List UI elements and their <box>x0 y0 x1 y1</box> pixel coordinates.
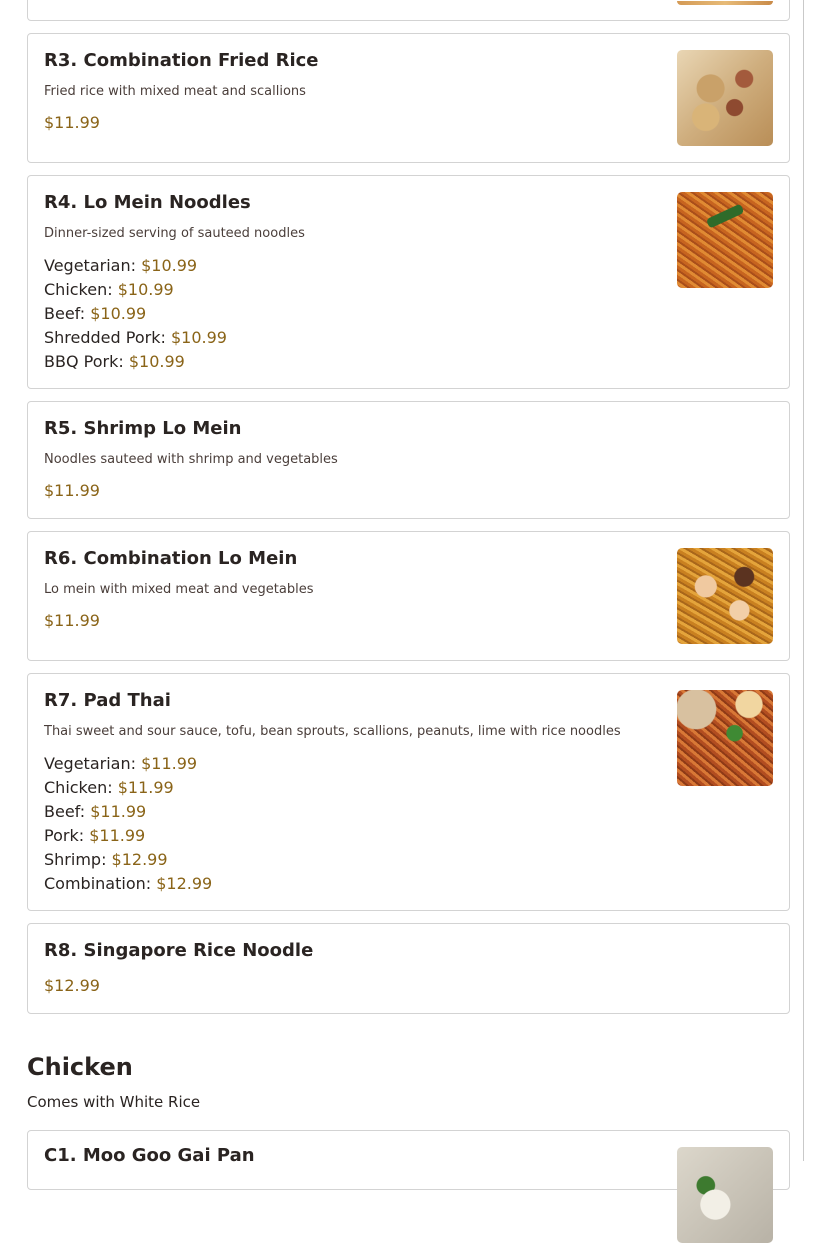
menu-item-name: R3. Combination Fried Rice <box>44 50 319 71</box>
menu-item-name: R5. Shrimp Lo Mein <box>44 418 242 439</box>
price-option: Chicken: $10.99 <box>44 280 174 299</box>
menu-item-card-r6[interactable] <box>27 531 790 661</box>
menu-item-description: Dinner-sized serving of sauteed noodles <box>44 226 305 241</box>
price-option: Shredded Pork: $10.99 <box>44 328 227 347</box>
menu-item-price: $11.99 <box>44 113 100 132</box>
menu-item-card-c1[interactable] <box>27 1130 790 1190</box>
price-option: Shrimp: $12.99 <box>44 850 168 869</box>
price-option: Vegetarian: $11.99 <box>44 754 198 773</box>
menu-item-description: Noodles sauteed with shrimp and vegetables <box>44 452 338 467</box>
pad-thai-photo <box>677 690 773 786</box>
menu-item-name: C1. Moo Goo Gai Pan <box>44 1145 255 1166</box>
menu-item-description: Lo mein with mixed meat and vegetables <box>44 582 314 597</box>
section-subtitle: Comes with White Rice <box>27 1093 201 1111</box>
moo-goo-gai-pan-photo <box>677 1147 773 1243</box>
menu-item-name: R7. Pad Thai <box>44 690 171 711</box>
menu-item-name: R8. Singapore Rice Noodle <box>44 940 314 961</box>
price-options-list <box>44 254 227 374</box>
menu-item-photo-partial <box>677 1 773 5</box>
menu-item-card-r4[interactable] <box>27 175 790 389</box>
menu-item-price: $11.99 <box>44 611 100 630</box>
combination-fried-rice-photo <box>677 50 773 146</box>
menu-item-price: $11.99 <box>44 481 100 500</box>
menu-item-card-r3[interactable] <box>27 33 790 163</box>
menu-item-name: R6. Combination Lo Mein <box>44 548 298 569</box>
scrollbar-track <box>803 0 804 1161</box>
menu-item-card-r7[interactable] <box>27 673 790 911</box>
price-option: Beef: $11.99 <box>44 802 147 821</box>
price-options-list <box>44 752 212 896</box>
price-option: Chicken: $11.99 <box>44 778 174 797</box>
menu-item-description: Fried rice with mixed meat and scallions <box>44 84 306 99</box>
price-option: BBQ Pork: $10.99 <box>44 352 185 371</box>
menu-item-card-r5[interactable] <box>27 401 790 519</box>
menu-item-description: Thai sweet and sour sauce, tofu, bean sprouts, scallions, peanuts, lime with rice noodles <box>44 724 621 739</box>
combination-lo-mein-photo <box>677 548 773 644</box>
section-title: Chicken <box>27 1053 133 1081</box>
menu-item-card-r8[interactable] <box>27 923 790 1014</box>
price-option: Beef: $10.99 <box>44 304 147 323</box>
price-option: Combination: $12.99 <box>44 874 213 893</box>
menu-item-price: $12.99 <box>44 976 100 995</box>
lo-mein-noodles-photo <box>677 192 773 288</box>
menu-item-card-partial[interactable] <box>27 0 790 21</box>
menu-item-name: R4. Lo Mein Noodles <box>44 192 251 213</box>
price-option: Vegetarian: $10.99 <box>44 256 198 275</box>
price-option: Pork: $11.99 <box>44 826 146 845</box>
